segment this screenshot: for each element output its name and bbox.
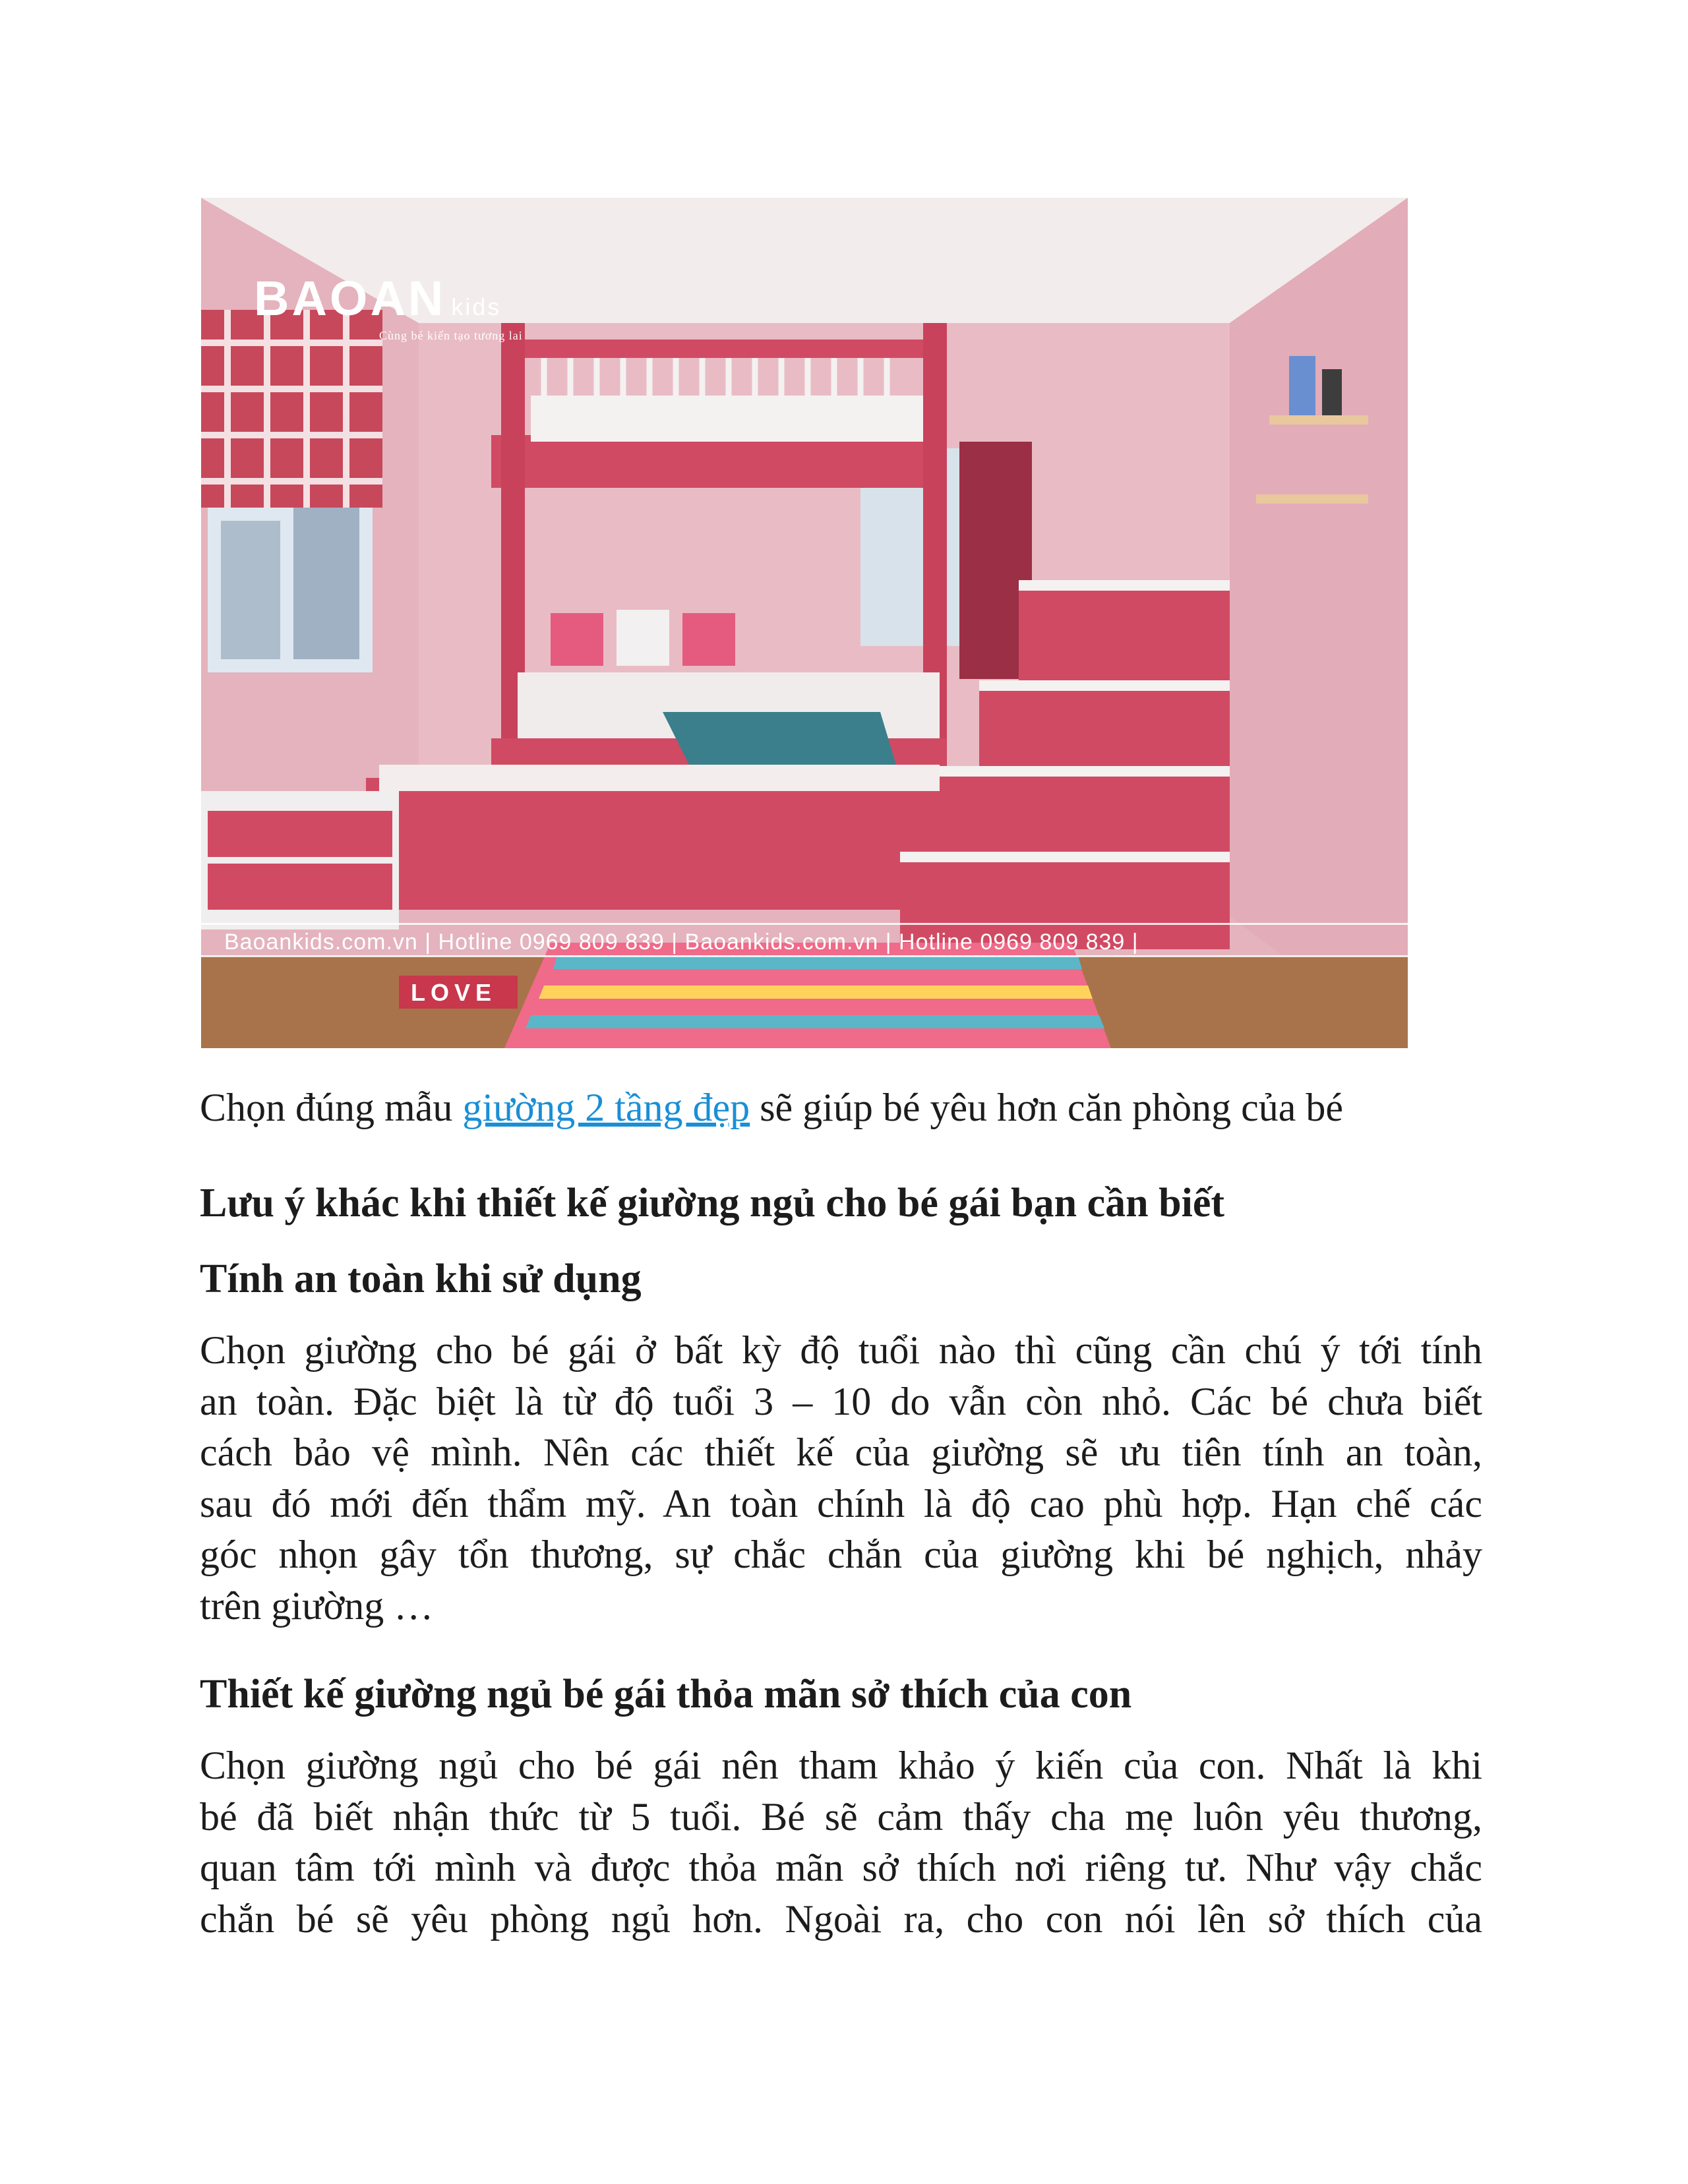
paragraph-line: an toàn. Đặc biệt là từ độ tuổi 3 – 10 do vẫn còn nhỏ. Các bé chưa biết xyxy=(200,1379,1482,1423)
paragraph-line: Chọn giường cho bé gái ở bất kỳ độ tuổi nào thì cũng cần chú ý tới tính xyxy=(200,1328,1482,1372)
logo-tagline: Cùng bé kiến tạo tương lai xyxy=(379,329,523,342)
paragraph-line: Chọn giường ngủ cho bé gái nên tham khảo ý kiến của con. Nhất là khi xyxy=(200,1744,1482,1787)
preference-paragraph xyxy=(200,1740,1482,1945)
paragraph-line: cách bảo vệ mình. Nên các thiết kế của giường sẽ ưu tiên tính an toàn, xyxy=(200,1431,1482,1474)
bunk-bed-link[interactable]: giường 2 tầng đẹp xyxy=(462,1086,750,1129)
paragraph-line: góc nhọn gây tổn thương, sự chắc chắn của giường khi bé nghịch, nhảy xyxy=(200,1533,1482,1576)
paragraph-line: sau đó mới đến thẩm mỹ. An toàn chính là độ cao phù hợp. Hạn chế các xyxy=(200,1481,1482,1525)
baoan-kids-logo xyxy=(254,270,523,343)
hotline-watermark: Baoankids.com.vn | Hotline 0969 809 839 | Baoankids.com.vn | Hotline 0969 809 839 | xyxy=(201,923,1408,957)
paragraph-line: bé đã biết nhận thức từ 5 tuổi. Bé sẽ cảm thấy cha mẹ luôn yêu thương, xyxy=(200,1794,1482,1839)
image-caption xyxy=(200,1081,1519,1134)
safety-paragraph xyxy=(200,1325,1482,1632)
paragraph-line: chắn bé sẽ yêu phòng ngủ hơn. Ngoài ra, cho con nói lên sở thích của xyxy=(200,1897,1482,1941)
paragraph-line: trên giường … xyxy=(200,1583,434,1628)
logo-brand: BAOAN xyxy=(254,271,446,326)
subsection-heading-safety: Tính an toàn khi sử dụng xyxy=(200,1256,642,1301)
section-heading: Lưu ý khác khi thiết kế giường ngủ cho bé gái bạn cần biết xyxy=(200,1181,1224,1225)
caption-after: sẽ giúp bé yêu hơn căn phòng của bé xyxy=(750,1086,1343,1129)
subsection-heading-preference: Thiết kế giường ngủ bé gái thỏa mãn sở thích của con xyxy=(200,1672,1132,1717)
bunk-bed-photo xyxy=(201,198,1408,1048)
love-blocks-text: LOVE xyxy=(411,979,497,1006)
caption-before: Chọn đúng mẫu xyxy=(200,1086,463,1129)
logo-suffix: kids xyxy=(451,293,502,320)
paragraph-line: quan tâm tới mình và được thỏa mãn sở thích nơi riêng tư. Như vậy chắc xyxy=(200,1846,1482,1889)
